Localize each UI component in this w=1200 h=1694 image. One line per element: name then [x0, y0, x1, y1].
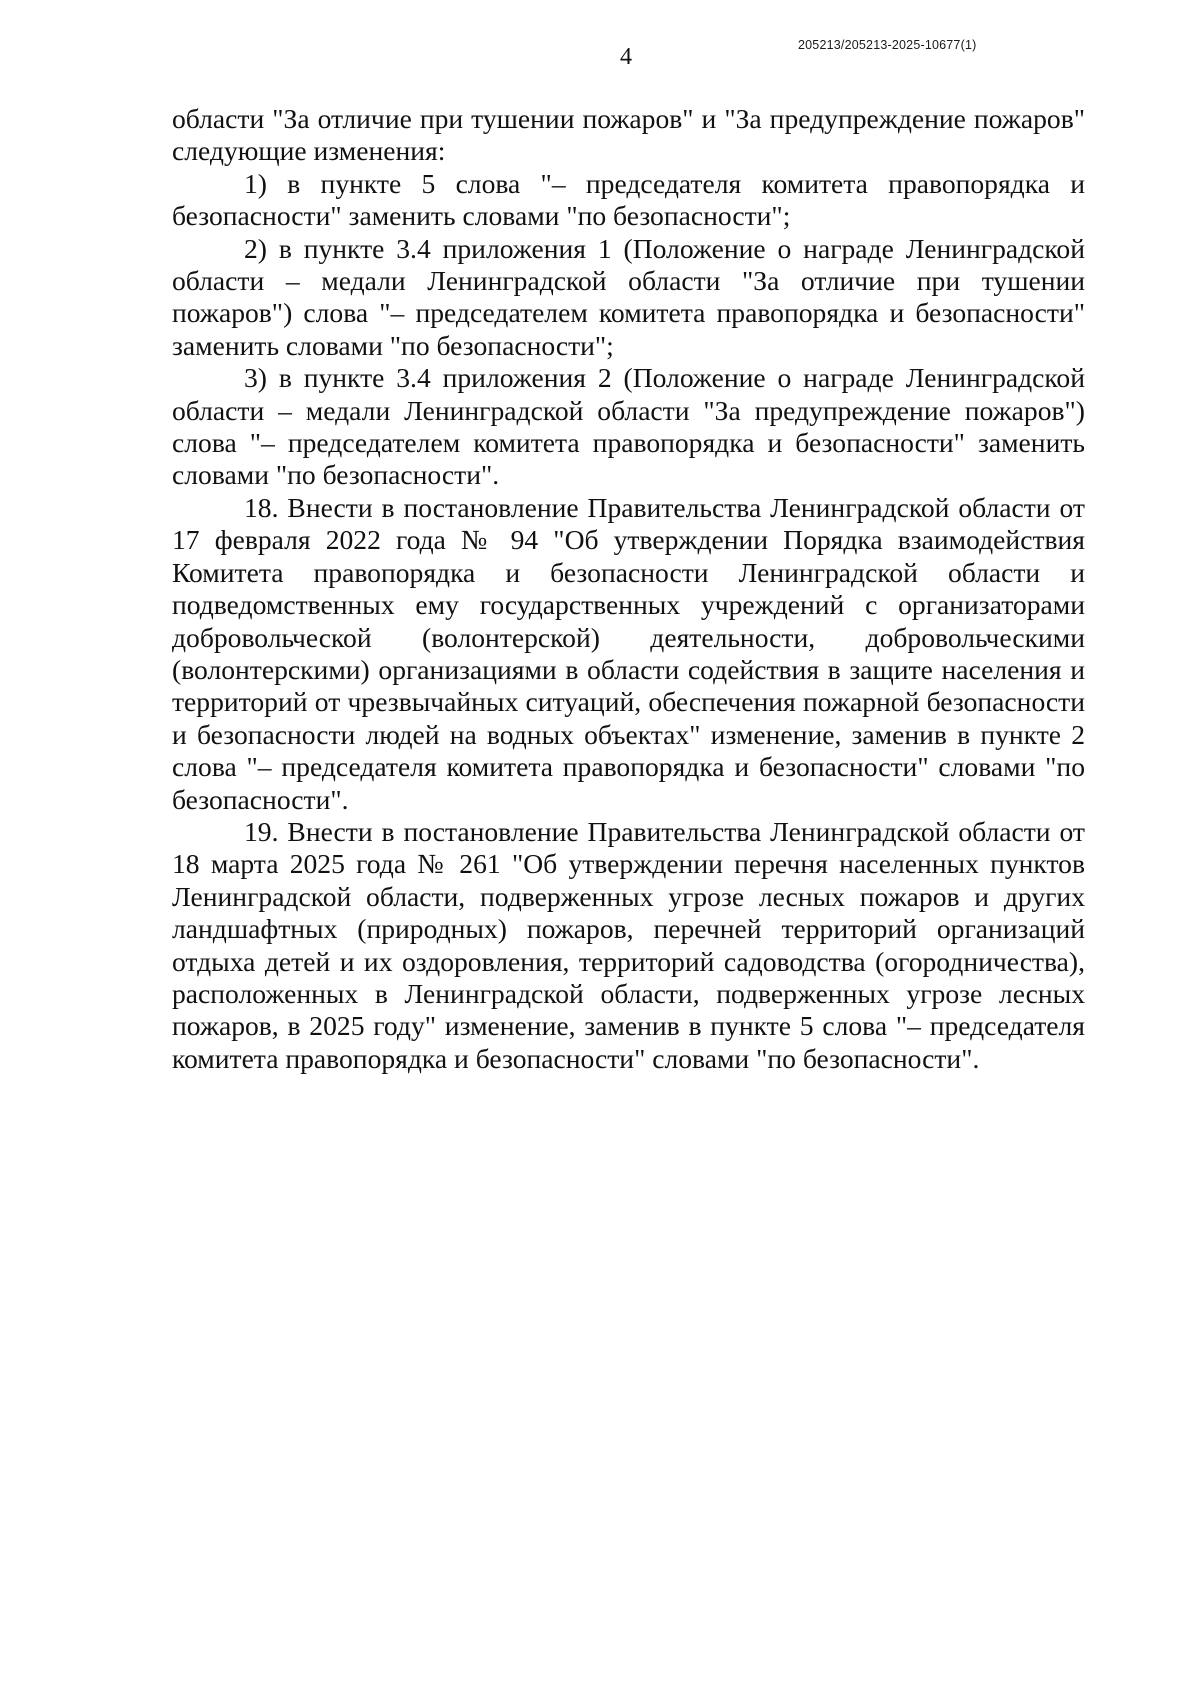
paragraph-continuation: области "За отличие при тушении пожаров" и "За предупреждение пожаров" следующие изменения: — [172, 103, 1085, 167]
paragraph-item-3: 3) в пункте 3.4 приложения 2 (Положение о награде Ленинградской области – медали Ленинградской области "За предупреждение пожаров") слова "– председателем комитета правопорядка и безопасности" заменить словами "по безопасности". — [172, 362, 1085, 491]
document-id: 205213/205213-2025-10677(1) — [798, 38, 977, 52]
page-number: 4 — [620, 44, 632, 70]
document-body — [172, 103, 1085, 1075]
paragraph-item-2: 2) в пункте 3.4 приложения 1 (Положение о награде Ленинградской области – медали Ленинградской области "За отличие при тушении пожаров") слова "– председателем комитета правопорядка и безопасности" заменить словами "по безопасности"; — [172, 232, 1085, 361]
paragraph-19: 19. Внести в постановление Правительства Ленинградской области от 18 марта 2025 года № 261 "Об утверждении перечня населенных пунктов Ленинградской области, подверженных угрозе лесных пожаров и других ландшафтных (природных) пожаров, перечней территорий организаций отдыха детей и их оздоровления, территорий садоводства (огородничества), расположенных в Ленинградской области, подверженных угрозе лесных пожаров, в 2025 году" изменение, заменив в пункте 5 слова "– председателя комитета правопорядка и безопасности" словами "по безопасности". — [172, 815, 1085, 1074]
paragraph-item-1: 1) в пункте 5 слова "– председателя комитета правопорядка и безопасности" заменить словами "по безопасности"; — [172, 167, 1085, 232]
paragraph-18: 18. Внести в постановление Правительства Ленинградской области от 17 февраля 2022 года № 94 "Об утверждении Порядка взаимодействия Комитета правопорядка и безопасности Ленинградской области и подведомственных ему государственных учреждений с организаторами добровольческой (волонтерской) деятельности, добровольческими (волонтерскими) организациями в области содействия в защите населения и территорий от чрезвычайных ситуаций, обеспечения пожарной безопасности и безопасности людей на водных объектах" изменение, заменив в пункте 2 слова "– председателя комитета правопорядка и безопасности" словами "по безопасности". — [172, 491, 1085, 815]
